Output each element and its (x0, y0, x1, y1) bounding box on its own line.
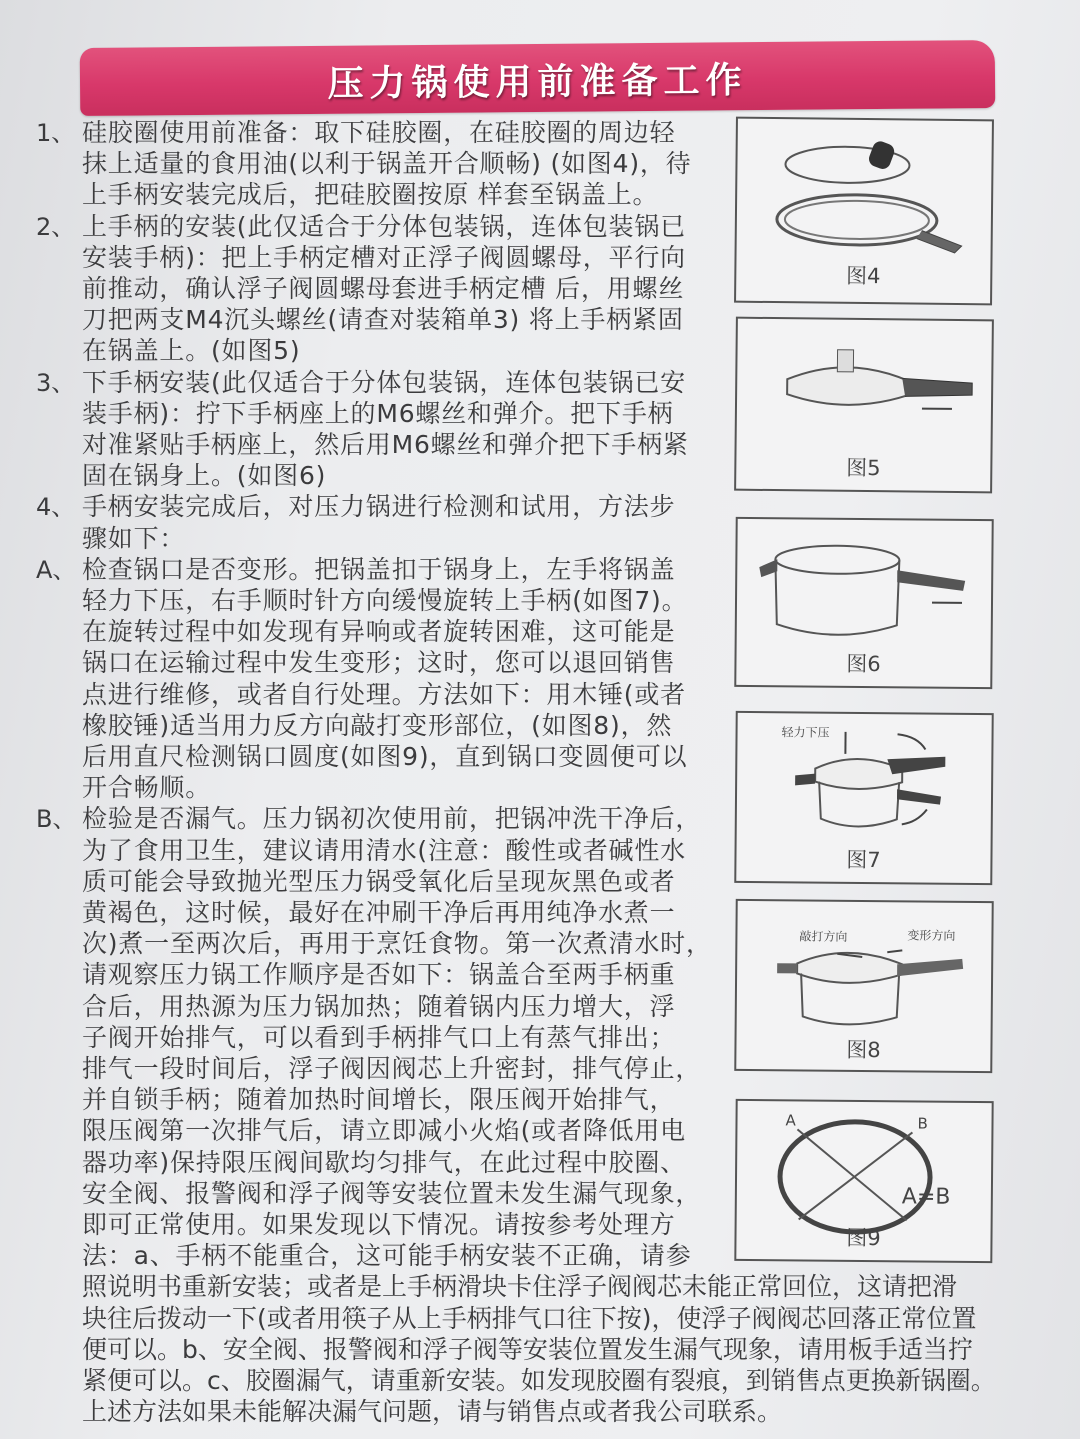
point-a-label: A (785, 1111, 796, 1130)
text-line: 硅胶圈使用前准备：取下硅胶圈，在硅胶圈的周边轻 (82, 118, 676, 147)
text-line: 排气一段时间后，浮子阀因阀芯上升密封，排气停止， (82, 1054, 702, 1083)
text-line: 子阀开始排气，可以看到手柄排气口上有蒸气排出； (82, 1022, 676, 1052)
point-b-label: B (917, 1114, 928, 1133)
text-line: 上手柄安装完成后，把硅胶圈按原 样套至锅盖上。 (82, 180, 659, 210)
figure-caption: 图8 (846, 1037, 881, 1063)
text-line: 黄褐色，这时候，最好在冲刷干净后再用纯净水煮一 (82, 898, 676, 927)
text-line: 质可能会导致抛光型压力锅受氧化后呈现灰黑色或者 (82, 866, 676, 896)
figure-6 (734, 517, 993, 689)
text-line: 次)煮一至两次后，再用于烹饪食物。第一次煮清水时， (82, 929, 712, 959)
figure-8 (734, 899, 993, 1073)
equation-label: A=B (901, 1184, 951, 1210)
text-line: 对准紧贴手柄座上，然后用M6螺丝和弹介把下手柄紧 (82, 430, 689, 459)
text-line: 刀把两支M4沉头螺丝(请查对装箱单3) 将上手柄紧固 (82, 305, 684, 335)
figure-4 (734, 117, 994, 306)
figure-9 (734, 1099, 993, 1263)
text-line: 照说明书重新安装；或者是上手柄滑块卡住浮子阀阀芯未能正常回位，这请把滑 (82, 1272, 958, 1302)
text-line: 手柄安装完成后，对压力锅进行检测和试用，方法步 (82, 492, 676, 522)
list-marker: 1、 (36, 119, 76, 147)
text-line: 轻力下压，右手顺时针方向缓慢旋转上手柄(如图7)。 (82, 586, 688, 615)
figure-7 (734, 711, 993, 885)
text-line: 检查锅口是否变形。把锅盖扣于锅身上，左手将锅盖 (82, 554, 676, 584)
text-line: 器功率)保持限压阀间歇均匀排气，在此过程中胶圈、 (82, 1147, 686, 1177)
figure-caption: 图4 (846, 263, 881, 289)
text-line: 装手柄)：拧下手柄座上的M6螺丝和弹介。把下手柄 (82, 398, 674, 428)
text-line: 抹上适量的食用油(以利于锅盖开合顺畅) (如图4)，待 (82, 149, 692, 179)
text-line: 紧便可以。c、胶圈漏气，请重新安装。如发现胶圈有裂痕，到销售点更换新锅圈。 (82, 1366, 996, 1395)
text-line: 便可以。b、安全阀、报警阀和浮子阀等安装位置发生漏气现象，请用板手适当拧 (82, 1334, 973, 1364)
text-line: 块往后拨动一下(或者用筷子从上手柄排气口往下按)，使浮子阀阀芯回落正常位置 (82, 1303, 977, 1333)
list-marker: 3、 (36, 368, 76, 397)
figure-caption: 图9 (846, 1225, 881, 1251)
text-line: 点进行维修，或者自行处理。方法如下：用木锤(或者 (82, 679, 686, 709)
text-line: 骤如下： (82, 523, 186, 553)
list-marker: 4、 (36, 493, 76, 522)
text-line: 检验是否漏气。压力锅初次使用前，把锅冲洗干净后， (82, 804, 702, 834)
text-line: 在旋转过程中如发现有异响或者旋转困难，这可能是 (82, 617, 676, 647)
text-line: 下手柄安装(此仅适合于分体包装锅，连体包装锅已安 (82, 367, 686, 397)
text-line: 限压阀第一次排气后，请立即减小火焰(或者降低用电 (82, 1116, 686, 1146)
text-line: 锅口在运输过程中发生变形；这时，您可以退回销售 (82, 648, 676, 678)
text-line: 上述方法如果未能解决漏气问题，请与销售点或者我公司联系。 (82, 1397, 783, 1427)
figure-caption: 图6 (846, 651, 881, 677)
figure-caption: 图5 (846, 455, 881, 481)
text-line: 合后，用热源为压力锅加热；随着锅内压力增大，浮 (82, 991, 676, 1021)
press-label: 轻力下压 (781, 725, 830, 740)
figure-caption: 图7 (846, 847, 881, 873)
text-line: 固在锅身上。(如图6) (82, 461, 327, 491)
list-marker: A、 (36, 555, 77, 584)
text-line: 安全阀、报警阀和浮子阀等安装位置未发生漏气现象， (82, 1178, 702, 1208)
figure-5 (734, 317, 994, 494)
text-line: 安装手柄)：把上手柄定槽对正浮子阀圆螺母，平行向 (82, 242, 686, 272)
text-line: 前推动，确认浮子阀圆螺母套进手柄定槽 后，用螺丝 (82, 274, 685, 303)
text-line: 法：a、手柄不能重合，这可能手柄安装不正确，请参 (82, 1241, 692, 1271)
text-line: 为了食用卫生，建议请用清水(注意：酸性或者碱性水 (82, 835, 686, 865)
text-line: 即可正常使用。如果发现以下情况。请按参考处理方 (82, 1210, 676, 1239)
strike-direction-label: 敲打方向 (799, 929, 848, 944)
deform-direction-label: 变形方向 (907, 928, 956, 943)
text-line: 橡胶锤)适当用力反方向敲打变形部位，(如图8)，然 (82, 710, 673, 740)
text-line: 后用直尺检测锅口圆度(如图9)，直到锅口变圆便可以 (82, 742, 688, 771)
list-marker: B、 (36, 805, 77, 834)
title-banner (80, 40, 996, 116)
text-line: 请观察压力锅工作顺序是否如下：锅盖合至两手柄重 (82, 960, 676, 990)
page-title: 压力锅使用前准备工作 (327, 60, 748, 105)
text-line: 并自锁手柄；随着加热时间增长，限压阀开始排气， (82, 1085, 676, 1115)
text-line: 在锅盖上。(如图5) (82, 336, 301, 366)
text-line: 开合畅顺。 (82, 773, 212, 803)
text-line: 上手柄的安装(此仅适合于分体包装锅，连体包装锅已 (82, 211, 686, 241)
list-marker: 2、 (36, 212, 76, 241)
